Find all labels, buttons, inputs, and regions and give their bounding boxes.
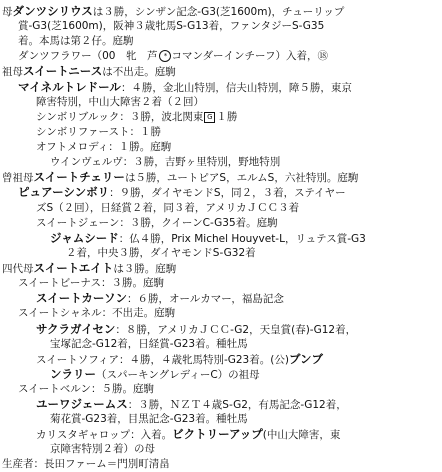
text-run: カリスタギャロップ：入着。	[36, 429, 173, 441]
horse-name: サクラガイセン	[36, 322, 116, 336]
horse-name: ジャムシード	[50, 231, 119, 245]
horse-name: ンラリー	[50, 367, 96, 381]
horse-name: スイートエイト	[33, 261, 114, 275]
text-line	[36, 427, 340, 443]
text-run: コマンダーインチーフ）入着，⑱	[171, 50, 329, 62]
text-run: ダンツフラワー（00 牝 芦	[18, 50, 158, 62]
text-run: 母	[2, 6, 13, 18]
text-line	[66, 246, 256, 261]
horse-name: ユーワジェームス	[36, 397, 128, 411]
text-run: ：９勝，ダイヤモンドS，同２，３着，ステイヤー	[109, 187, 346, 199]
text-run: (中山大障害，東	[262, 429, 341, 441]
horse-name: ピュアーシンボリ	[18, 185, 110, 199]
text-line	[36, 322, 356, 338]
text-line	[36, 201, 299, 216]
text-run: 菊花賞-G23着，目黒記念-G23着。種牡馬	[50, 413, 248, 425]
text-run: スイートベルン：５勝。庭駒	[18, 383, 155, 395]
text-line	[36, 397, 347, 413]
text-run: ：仏４勝，Prix Michel Houyvet-L，リュテス賞-G3	[118, 233, 366, 245]
text-run: 生産者：長田ファーム＝門別町清畠	[2, 458, 170, 470]
text-run: ２着，中央３勝，ダイヤモンドS-G32着	[66, 247, 256, 259]
horse-name: ビクトリーアップ	[172, 427, 263, 441]
horse-name: スイートカーソン	[36, 291, 127, 305]
horse-name: スイートチェリー	[33, 170, 125, 184]
text-run: ：４勝，金北山特別，信夫山特別，障５勝，東京	[120, 82, 352, 94]
text-line	[18, 276, 164, 291]
text-line	[36, 291, 284, 307]
text-line	[50, 412, 248, 427]
text-line	[18, 19, 324, 34]
text-line	[18, 185, 346, 201]
horse-name: ブンブ	[288, 352, 323, 366]
horse-name: マイネルトレドール	[18, 80, 121, 94]
text-line	[18, 382, 154, 397]
text-line	[18, 306, 175, 321]
boxed-g-mark: G	[204, 112, 215, 123]
text-run: １勝	[216, 111, 238, 123]
text-line	[50, 155, 280, 170]
text-run: シンボリファースト：１勝	[36, 126, 162, 138]
text-run: 祖母	[2, 66, 23, 78]
text-run: は不出走。庭駒	[102, 66, 176, 78]
text-line	[50, 442, 155, 457]
text-run: オフトメロディ：１勝。庭駒	[36, 141, 172, 153]
text-run: 四代母	[2, 263, 34, 275]
text-run: スイートソフィア：４勝，４歳牝馬特別-G23着。	[36, 354, 271, 366]
text-line	[36, 95, 204, 110]
text-run: は３勝。庭駒	[113, 263, 177, 275]
text-run: 着。本馬は第２仔。庭駒	[18, 35, 134, 47]
text-run: スイートビーナス：３勝。庭駒	[18, 277, 164, 289]
text-line	[36, 140, 171, 155]
text-run: は５勝，ユートピアS，エルムS，六社特別。庭駒	[124, 172, 359, 184]
text-run: 障害特別，中山大障害２着（２回）	[36, 96, 204, 108]
text-run: ：８勝，アメリカＪＣＣ-G2，天皇賞(春)-G12着，	[115, 324, 357, 336]
text-run: 曾祖母	[2, 172, 34, 184]
horse-name: ダンツシリウス	[12, 4, 93, 18]
text-line	[50, 231, 366, 247]
text-line	[50, 337, 248, 352]
text-line	[18, 34, 134, 49]
text-run: ズS（２回），日経賞２着，同３着，アメリカＪＣＣ３着	[36, 202, 300, 214]
text-line	[18, 80, 352, 96]
text-line	[36, 352, 323, 368]
text-run: ：６勝，オールカマー，福島記念	[126, 293, 284, 305]
text-run: シンボリブルック：３勝，波北関東	[36, 111, 204, 123]
text-line	[2, 4, 344, 20]
text-line	[2, 261, 176, 277]
horse-name: スイートニース	[23, 64, 103, 78]
text-run: 京障害特別２着）の母	[50, 443, 155, 455]
import-mark: *	[159, 50, 171, 62]
text-line	[36, 216, 278, 231]
text-line	[2, 64, 176, 80]
text-line	[18, 49, 328, 64]
text-run: ウインヴェルヴ：３勝，吉野ヶ里特別，野地特別	[50, 156, 281, 168]
text-run: 賞-G3(芝1600m)，阪神３歳牝馬S-G13着，ファンタジーS-G35	[18, 20, 325, 32]
text-run: (公)	[270, 354, 289, 366]
text-run: は３勝，シンザン記念-G3(芝1600m)，チューリップ	[92, 6, 345, 18]
text-line	[50, 367, 260, 383]
text-line	[2, 457, 170, 472]
text-run: 宝塚記念-G12着，日経賞-G23着。種牡馬	[50, 338, 248, 350]
text-run: （スパーキングレディーC）の祖母	[96, 369, 260, 381]
text-run: ：３勝，ＮＺＴ４歳S-G2，有馬記念-G12着，	[127, 399, 347, 411]
text-run: スイートジェーン：３勝，クイーンC-G35着。庭駒	[36, 217, 278, 229]
text-line	[36, 110, 237, 125]
text-run: スイートシャネル：不出走。庭駒	[18, 307, 176, 319]
text-line	[2, 170, 358, 186]
text-line	[36, 125, 161, 140]
